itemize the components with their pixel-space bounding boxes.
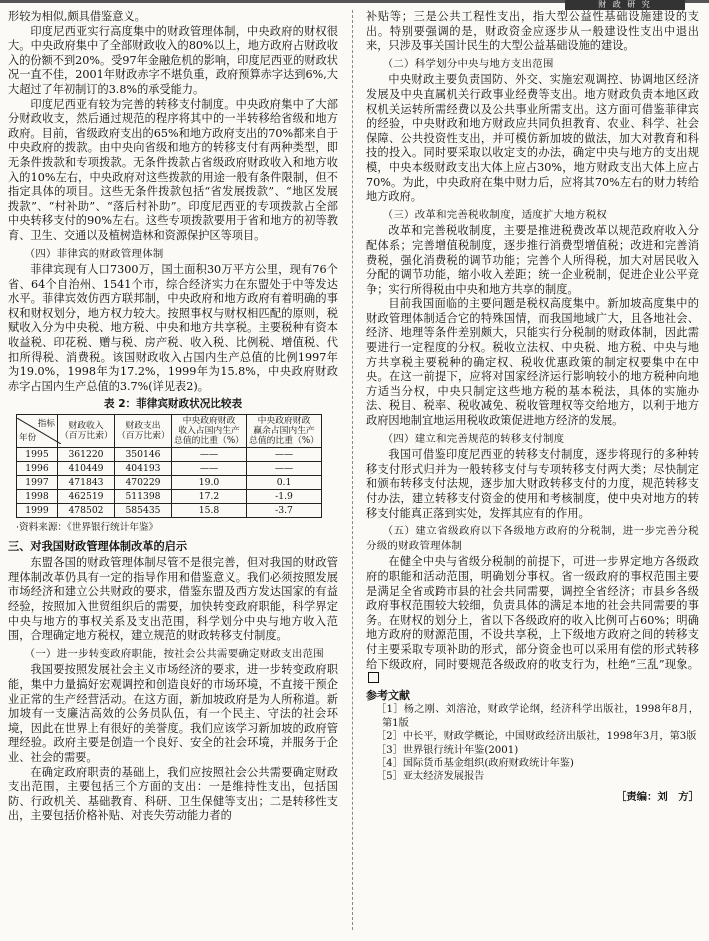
- reference-item: ［2］中长平，财政学概论，中国财政经济出版社，1998年3月，第3版: [376, 731, 697, 743]
- table-cell: ——: [247, 462, 322, 476]
- table-title: 表 2：菲律宾财政状况比较表: [103, 398, 243, 411]
- table-cell: 1997: [17, 476, 58, 490]
- paragraph-text: 在健全中央与省级分税制的前提下，可进一步界定地方各级政府的职能和活动范围，明确划分事权。省一级政府的事权范围主要是满足全省或跨市县的社会共同需要，调控全省经济；市县乡各级政府事权范围较大较细，负责具体的满足本地的社会共同需要的事务。在财权的划分上，省以下各级政府的收入比例可占60%；明确地方政府的财源范围，不设共享税，上下级地方政府之间的转移支付主要采取专项补助的形式，部分资金也可以采用有偿的形式转移给下级政府，同时要规范各级政府的收支行为，杜绝“三乱”现象。: [366, 555, 699, 671]
- table-cell: 350146: [115, 448, 172, 462]
- paragraph: 我国要按照发展社会主义市场经济的要求，进一步转变政府职能，集中力量搞好宏观调控和创造良好的市场环境，不直接干预企业正常的生产经营活动。在这方面，新加坡政府是为人所称道。新加坡有一支廉洁高效的公务员队伍，有一个民主、守法的社会环境，因此在世界上有很好的美誉度。我们应该学习新加坡的政府管理经验。政府主要是创造一个良好、安全的社会环境，并服务于企业、社会的需要。: [8, 663, 338, 764]
- paragraph: 印度尼西亚实行高度集中的财政管理体制，中央政府的财权很大。中央政府集中了全部财政收入的80%以上，地方政府占财政收入的份额不到20%。受97年金融危机的影响，印度尼西亚的财政状况一直不佳，2001年财政赤字不堪负重，政府预算赤字达到6%,大大超过了年初制订的3.8%的承受能力。: [8, 24, 338, 96]
- table-source-note: ·资料来源：《世界银行统计年鉴》: [16, 522, 159, 534]
- paragraph: 中央财政主要负责国防、外交、实施宏观调控、协调地区经济发展及中央直属机关行政事业经费等支出。地方财政负责本地区政权机关运转所需经费以及公共事业所需支出。这方面可借鉴菲律宾的经验，中央财政和地方财政应共同负担教育、农业、科学、社会保障、公共投资性支出，并可模仿新加坡的做法，加大对教育和科技的投入。同时要采取以收定支的办法，确定中央与地方的支出规模，中央本级财政支出大体上应占30%，地方财政支出大体上应占70%。为此，中央政府在集中财力后，应将其70%左右的财力转给地方政府。: [366, 73, 699, 204]
- column-header: 财政收入 （百万比索）: [58, 415, 115, 448]
- subsection-heading: （五）建立省级政府以下各级地方政府的分税制，进一步完善分税分级的财政管理体制: [366, 525, 699, 552]
- subsection-heading: （四）菲律宾的财政管理体制: [24, 247, 164, 260]
- table-cell: -3.7: [247, 504, 322, 518]
- paragraph: 东盟各国的财政管理体制尽管不是很完善，但对我国的财政管理体制改革仍具有一定的指导作用和借鉴意义。我们必须按照发展市场经济和建立公共财政的要求，借鉴东盟及西方发达国家的有益经验，按照加入世贸组织后的需要，加快转变政府职能，科学界定中央与地方的事权关系及支出范围，科学划分中央与地方收入范围，合理确定地方税权，建立规范的财政转移支付制度。: [8, 556, 338, 643]
- paragraph: 补贴等；三是公共工程性支出，指大型公益性基础设施建设的支出。特别要强调的是，财政资金应逐步从一般建设性支出中退出来，只涉及事关国计民生的大型公益基础设施的建设。: [366, 10, 699, 53]
- left-column: [8, 10, 338, 824]
- paragraph: 改革和完善税收制度，主要是推进税费改革以规范政府收入分配体系；完善增值税制度，逐步推行消费型增值税；改进和完善消费税，强化消费税的调节功能；完善个人所得税，加大对居民收入分配的调节功能，缩小收入差距；统一企业税制，促进企业公平竞争；实行所得税由中央和地方共享的制度。: [366, 224, 699, 296]
- paragraph: [366, 555, 699, 686]
- paragraph: 菲律宾现有人口7300万，国土面积30万平方公里，现有76个省、64个自治州、1541个市，综合经济实力在东盟处于中等发达水平。菲律宾效仿西方联邦制，中央政府和地方政府有着明确的事权和财权划分，地方权力较大。按照事权与财权相匹配的原则，税赋收入分为中央税、地方税、中央和地方共享税。主要税种有资本收益税、印花税、赠与税、房产税、收入税、比例税、增值税、代扣所得税、消费税。该国财政收入占国内生产总值的比例1997年为19.0%，1998年为17.2%，1999年为15.8%，中央政府财政赤字占国内生产总值的3.7%(详见表2)。: [8, 263, 338, 393]
- corner-bottom-label: 年份: [19, 433, 37, 444]
- paragraph: 印度尼西亚有较为完善的转移支付制度。中央政府集中了大部分财政收支，然后通过规范的程序将其中的一半转移给省级和地方政府。目前，省级政府支出的65%和地方政府支出的70%都来自于中央政府的拨款。由中央向省级和地方的转移支付有两种类型，即无条件拨款和专项拨款。无条件拨款占省级政府财政收入和地方收入的10%左右，中央政府对这些拨款的用途一般有条件限制，但不指定具体的项目。这些无条件拨款包括“省发展拨款”、“地区发展拨款”、“村补助”、“落后村补助”。印度尼西亚的专项拨款占全部中央转移支付的90%左右。这些专项拨款要用于省和地方的初等教育、卫生、交通以及植树造林和资源保护区等项目。: [8, 97, 338, 242]
- subsection-heading: （一）进一步转变政府职能，按社会公共需要确定财政支出范围: [24, 647, 324, 660]
- references-heading: 参考文献: [366, 688, 410, 702]
- section-heading: 三、对我国财政管理体制改革的启示: [8, 539, 188, 553]
- column-header: 中央政府财政 收入占国内生产 总值的比重（%）: [172, 415, 247, 448]
- table-cell: 585435: [115, 504, 172, 518]
- paragraph: 我国可借鉴印度尼西亚的转移支付制度，逐步将现行的多种转移支付形式归并为一般转移支付与专项转移支付两大类；尽快制定和颁布转移支付法规，逐步加大财政转移支付的力度，规范转移支付办法，建立转移支付资金的使用和考核制度，使中央对地方的转移支付能真正落到实处，发挥其应有的作用。: [366, 448, 699, 520]
- reference-item: ［4］国际货币基金组织(政府财政统计年鉴): [376, 757, 574, 769]
- table-cell: 470229: [115, 476, 172, 490]
- subsection-heading: （三）改革和完善税收制度，适度扩大地方税权: [382, 208, 608, 221]
- paragraph: 目前我国面临的主要问题是税权高度集中。新加坡高度集中的财政管理体制适合它的特殊国情，而我国地域广大，且各地社会、经济、地理等条件差别颇大，只能实行分税制的财政体制，因此需要进行一定程度的分权。税收立法权、中央税、地方税、中央与地方共享税主要税种的确定权、税收优惠政策的制定权要集中在中央。在这一前提下，应将对国家经济运行影响较小的地方税种向地方适当分权，中央只制定这些地方税的基本税法，具体的实施办法、税目、税率、税收减免、税收管理权等交给地方，以利于地方政府因地制宜地运用税收政策促进地方经济的发展。: [366, 297, 699, 428]
- reference-item: ［5］亚太经济发展报告: [376, 771, 485, 783]
- editor-credit: ［责编：刘 方］: [615, 790, 699, 803]
- table-cell: 19.0: [172, 476, 247, 490]
- table-row: [17, 490, 322, 504]
- table-header-row: [17, 415, 322, 448]
- table-cell: 1996: [17, 462, 58, 476]
- end-mark-icon: [368, 672, 379, 683]
- column-divider: [352, 10, 353, 930]
- table-cell: 1998: [17, 490, 58, 504]
- column-header: 财政支出 （百万比索）: [115, 415, 172, 448]
- table-cell: 478502: [58, 504, 115, 518]
- corner-top-label: 指标: [37, 419, 55, 430]
- reference-item: ［3］世界银行统计年鉴(2001): [376, 744, 519, 756]
- table-cell: 511398: [115, 490, 172, 504]
- paragraph: 形较为相似,颇具借鉴意义。: [8, 10, 146, 23]
- table-cell: 361220: [58, 448, 115, 462]
- right-column: [366, 10, 699, 804]
- table-row: [17, 476, 322, 490]
- reference-item: ［1］杨之刚、刘溶沧，财政学论纲，经济科学出版社，1998年8月，第1版: [376, 704, 699, 729]
- column-header: 中央政府财政 赢余占国内生产 总值的比重（%）: [247, 415, 322, 448]
- table-row: [17, 462, 322, 476]
- table-cell: ——: [172, 462, 247, 476]
- table-cell: 471843: [58, 476, 115, 490]
- table-row: [17, 448, 322, 462]
- table-cell: 1999: [17, 504, 58, 518]
- subsection-heading: （四）建立和完善规范的转移支付制度: [382, 432, 565, 445]
- table-cell: 0.1: [247, 476, 322, 490]
- table-cell: 17.2: [172, 490, 247, 504]
- table-cell: ——: [172, 448, 247, 462]
- table-cell: 15.8: [172, 504, 247, 518]
- table-cell: 410449: [58, 462, 115, 476]
- table-cell: 462519: [58, 490, 115, 504]
- table-cell: 404193: [115, 462, 172, 476]
- philippines-finance-table: [16, 414, 322, 518]
- running-header: 财 政 研 究: [565, 0, 685, 10]
- corner-header-cell: [17, 415, 58, 448]
- table-cell: ——: [247, 448, 322, 462]
- paragraph: 在确定政府职责的基础上，我们应按照社会公共需要确定财政支出范围，主要包括三个方面的支出：一是维持性支出，包括国防、行政机关、基础教育、科研、卫生保健等支出；二是转移性支出，主要包括价格补贴、对丧失劳动能力者的: [8, 765, 338, 823]
- table-cell: 1995: [17, 448, 58, 462]
- table-cell: -1.9: [247, 490, 322, 504]
- table-row: [17, 504, 322, 518]
- subsection-heading: （二）科学划分中央与地方支出范围: [382, 57, 554, 70]
